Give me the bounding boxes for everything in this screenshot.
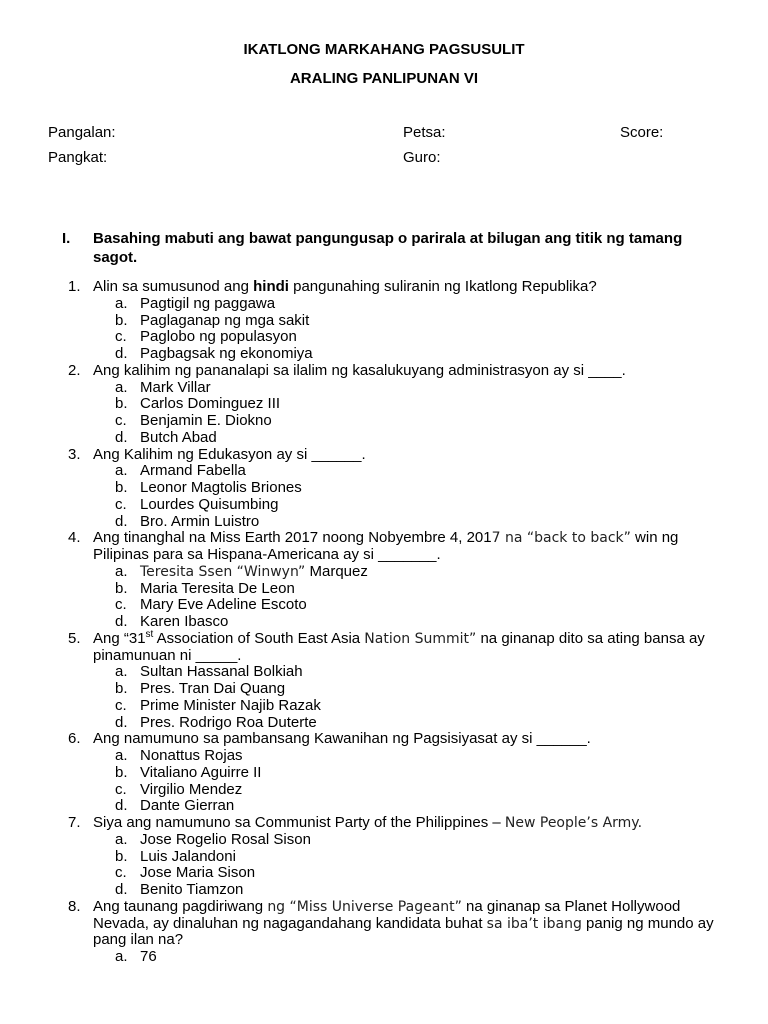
- option-text: Mary Eve Adeline Escoto: [140, 596, 307, 614]
- option-letter: b.: [115, 579, 128, 597]
- answer-option[interactable]: [68, 564, 718, 581]
- option-letter: a.: [115, 663, 128, 681]
- question-text-part: win ng Pilipinas para sa Hispana-Americana ay si _______.: [93, 529, 679, 563]
- answer-option[interactable]: [68, 782, 718, 799]
- exam-subject: ARALING PANLIPUNAN VI: [289, 70, 479, 87]
- answer-option[interactable]: [68, 882, 718, 899]
- option-letter: a.: [115, 562, 128, 580]
- option-text: Jose Maria Sison: [140, 864, 256, 882]
- question-text-part: na ginanap dito sa ating bansa ay pinamunuan ni _____.: [93, 629, 705, 664]
- answer-option[interactable]: [68, 597, 718, 614]
- option-text: Maria Teresita De Leon: [140, 579, 295, 597]
- question-number: 8.: [68, 897, 81, 915]
- option-letter: b.: [115, 395, 128, 413]
- instruction-text: Basahing mabuti ang bawat pangungusap o parirala at bilugan ang titik ng tamang sagot.: [93, 230, 683, 266]
- option-text: Sultan Hassanal Bolkiah: [140, 663, 303, 681]
- question-text-part: New People’s Army.: [504, 815, 643, 831]
- field-petsa: Petsa:: [403, 124, 446, 141]
- option-letter: b.: [115, 763, 128, 781]
- option-text-part: Marquez: [305, 562, 368, 580]
- answer-option[interactable]: [68, 514, 718, 531]
- question-number: 5.: [68, 629, 81, 647]
- question-text-part: ng “Miss Universe Pageant”: [267, 898, 462, 915]
- question-text: [93, 628, 718, 665]
- question-text: [93, 815, 718, 832]
- option-text: Carlos Dominguez III: [140, 395, 281, 413]
- option-letter: a.: [115, 830, 128, 848]
- option-text: Leonor Magtolis Briones: [140, 479, 302, 496]
- answer-option[interactable]: [68, 849, 718, 866]
- option-text: Dante Gierran: [140, 797, 235, 815]
- question-text: Ang Kalihim ng Edukasyon ay si ______.: [93, 445, 366, 463]
- option-letter: d.: [115, 713, 128, 731]
- option-text: [140, 563, 368, 580]
- answer-option[interactable]: [68, 497, 718, 514]
- answer-option[interactable]: [68, 748, 718, 765]
- question-text: Ang kalihim ng pananalapi sa ilalim ng kasalukuyang administrasyon ay si ____.: [93, 361, 626, 379]
- option-text: Benjamin E. Diokno: [140, 412, 272, 429]
- option-letter: d.: [115, 428, 128, 446]
- option-text: Bro. Armin Luistro: [140, 512, 260, 530]
- question-item: [68, 447, 718, 464]
- option-letter: d.: [115, 512, 128, 530]
- option-letter: d.: [115, 881, 128, 898]
- option-letter: b.: [115, 311, 128, 329]
- answer-option[interactable]: [68, 715, 718, 732]
- question-item: [68, 363, 718, 380]
- answer-option[interactable]: [68, 949, 718, 966]
- answer-option[interactable]: [68, 798, 718, 815]
- option-text: Butch Abad: [140, 428, 217, 446]
- question-number: 2.: [68, 361, 81, 379]
- answer-option[interactable]: [68, 413, 718, 430]
- question-item: [68, 279, 718, 296]
- option-letter: a.: [115, 378, 128, 396]
- answer-option[interactable]: [68, 480, 718, 497]
- option-text: Luis Jalandoni: [140, 847, 236, 865]
- field-score: Score:: [620, 124, 664, 141]
- question-text-part: 7 na “back to back”: [491, 530, 631, 547]
- field-pangkat: Pangkat:: [48, 149, 108, 166]
- option-text: Virgilio Mendez: [140, 780, 243, 798]
- question-item: [68, 899, 718, 949]
- option-text-part: Teresita Ssen “Winwyn”: [140, 563, 306, 580]
- answer-option[interactable]: [68, 581, 718, 598]
- question-text-part: Ang “31: [93, 629, 146, 647]
- answer-option[interactable]: [68, 296, 718, 313]
- option-text: Armand Fabella: [140, 462, 246, 480]
- option-letter: a.: [115, 294, 128, 312]
- question-number: 7.: [68, 814, 81, 831]
- question-number: 4.: [68, 529, 81, 547]
- answer-option[interactable]: [68, 664, 718, 681]
- instruction-number: I.: [62, 230, 71, 247]
- question-text: [93, 530, 718, 564]
- option-text: Pagbagsak ng ekonomiya: [140, 345, 313, 362]
- question-text-part: sa iba’t ibang: [486, 915, 582, 932]
- option-letter: b.: [115, 479, 128, 496]
- question-text: [93, 279, 718, 296]
- answer-option[interactable]: [68, 313, 718, 330]
- answer-option[interactable]: [68, 396, 718, 413]
- option-text: Pres. Tran Dai Quang: [140, 680, 286, 697]
- question-number: 3.: [68, 445, 81, 463]
- option-letter: c.: [115, 696, 127, 714]
- option-letter: c.: [115, 780, 127, 798]
- option-letter: c.: [115, 495, 127, 513]
- question-text: Ang namumuno sa pambansang Kawanihan ng Pagsisiyasat ay si ______.: [93, 730, 591, 748]
- option-letter: a.: [115, 747, 128, 764]
- question-text-part: Ang tinanghal na Miss Earth 2017 noong Nobyembre 4, 201: [93, 529, 492, 547]
- exam-title: IKATLONG MARKAHANG PAGSUSULIT: [243, 41, 525, 58]
- question-text: [93, 899, 718, 949]
- option-text: Paglaganap ng mga sakit: [140, 311, 310, 329]
- question-text-part: na ginanap sa Planet Hollywood Nevada, ay dinaluhan ng nagagandahang kandidata buhat: [93, 897, 681, 932]
- option-text: Pres. Rodrigo Roa Duterte: [140, 713, 317, 731]
- option-text: Prime Minister Najib Razak: [140, 696, 321, 714]
- question-text-part: Nation Summit”: [364, 630, 477, 647]
- option-text: Karen Ibasco: [140, 613, 229, 630]
- option-text: Lourdes Quisumbing: [140, 495, 279, 513]
- option-letter: b.: [115, 847, 128, 865]
- answer-option[interactable]: [68, 463, 718, 480]
- answer-option[interactable]: [68, 765, 718, 782]
- question-item: [68, 731, 718, 748]
- answer-option[interactable]: [68, 380, 718, 397]
- option-text: Nonattus Rojas: [140, 747, 243, 764]
- field-guro: Guro:: [403, 149, 441, 166]
- question-text-part: Siya ang namumuno sa Communist Party of the Philippines –: [93, 814, 505, 831]
- question-item: [68, 815, 718, 832]
- option-letter: c.: [115, 412, 127, 429]
- question-text-part: Ang taunang pagdiriwang: [93, 897, 268, 915]
- option-text: Mark Villar: [140, 378, 211, 396]
- answer-option[interactable]: [68, 698, 718, 715]
- question-item: [68, 628, 718, 665]
- answer-option[interactable]: [68, 346, 718, 363]
- option-text: Vitaliano Aguirre II: [140, 763, 262, 781]
- option-letter: c.: [115, 864, 127, 882]
- question-text-part: pangunahing suliranin ng Ikatlong Republika?: [288, 278, 597, 295]
- answer-option[interactable]: [68, 329, 718, 346]
- answer-option[interactable]: [68, 865, 718, 882]
- option-text: Jose Rogelio Rosal Sison: [140, 830, 311, 848]
- answer-option[interactable]: [68, 832, 718, 849]
- question-item: [68, 530, 718, 564]
- option-letter: a.: [115, 948, 128, 965]
- question-number: 6.: [68, 730, 81, 748]
- question-text-part: Alin sa sumusunod ang: [93, 278, 254, 295]
- option-letter: b.: [115, 680, 128, 697]
- question-text-part: Association of South East Asia: [153, 629, 365, 647]
- question-text-superscript: st: [145, 628, 154, 640]
- answer-option[interactable]: [68, 430, 718, 447]
- question-number: 1.: [68, 278, 81, 295]
- option-letter: d.: [115, 345, 128, 362]
- option-letter: d.: [115, 797, 128, 815]
- option-letter: a.: [115, 462, 128, 480]
- option-text: Paglobo ng populasyon: [140, 328, 297, 346]
- question-text-part: panig ng mundo ay pang ilan na?: [93, 914, 714, 949]
- option-text: 76: [140, 948, 157, 965]
- option-letter: c.: [115, 328, 127, 346]
- option-text: Pagtigil ng paggawa: [140, 294, 276, 312]
- question-list: [68, 279, 718, 966]
- question-text-emphasis: hindi: [253, 278, 289, 295]
- field-pangalan: Pangalan:: [48, 124, 116, 141]
- answer-option[interactable]: [68, 681, 718, 698]
- option-text: Benito Tiamzon: [140, 881, 244, 898]
- option-letter: c.: [115, 596, 127, 614]
- answer-option[interactable]: [68, 614, 718, 631]
- option-letter: d.: [115, 613, 128, 630]
